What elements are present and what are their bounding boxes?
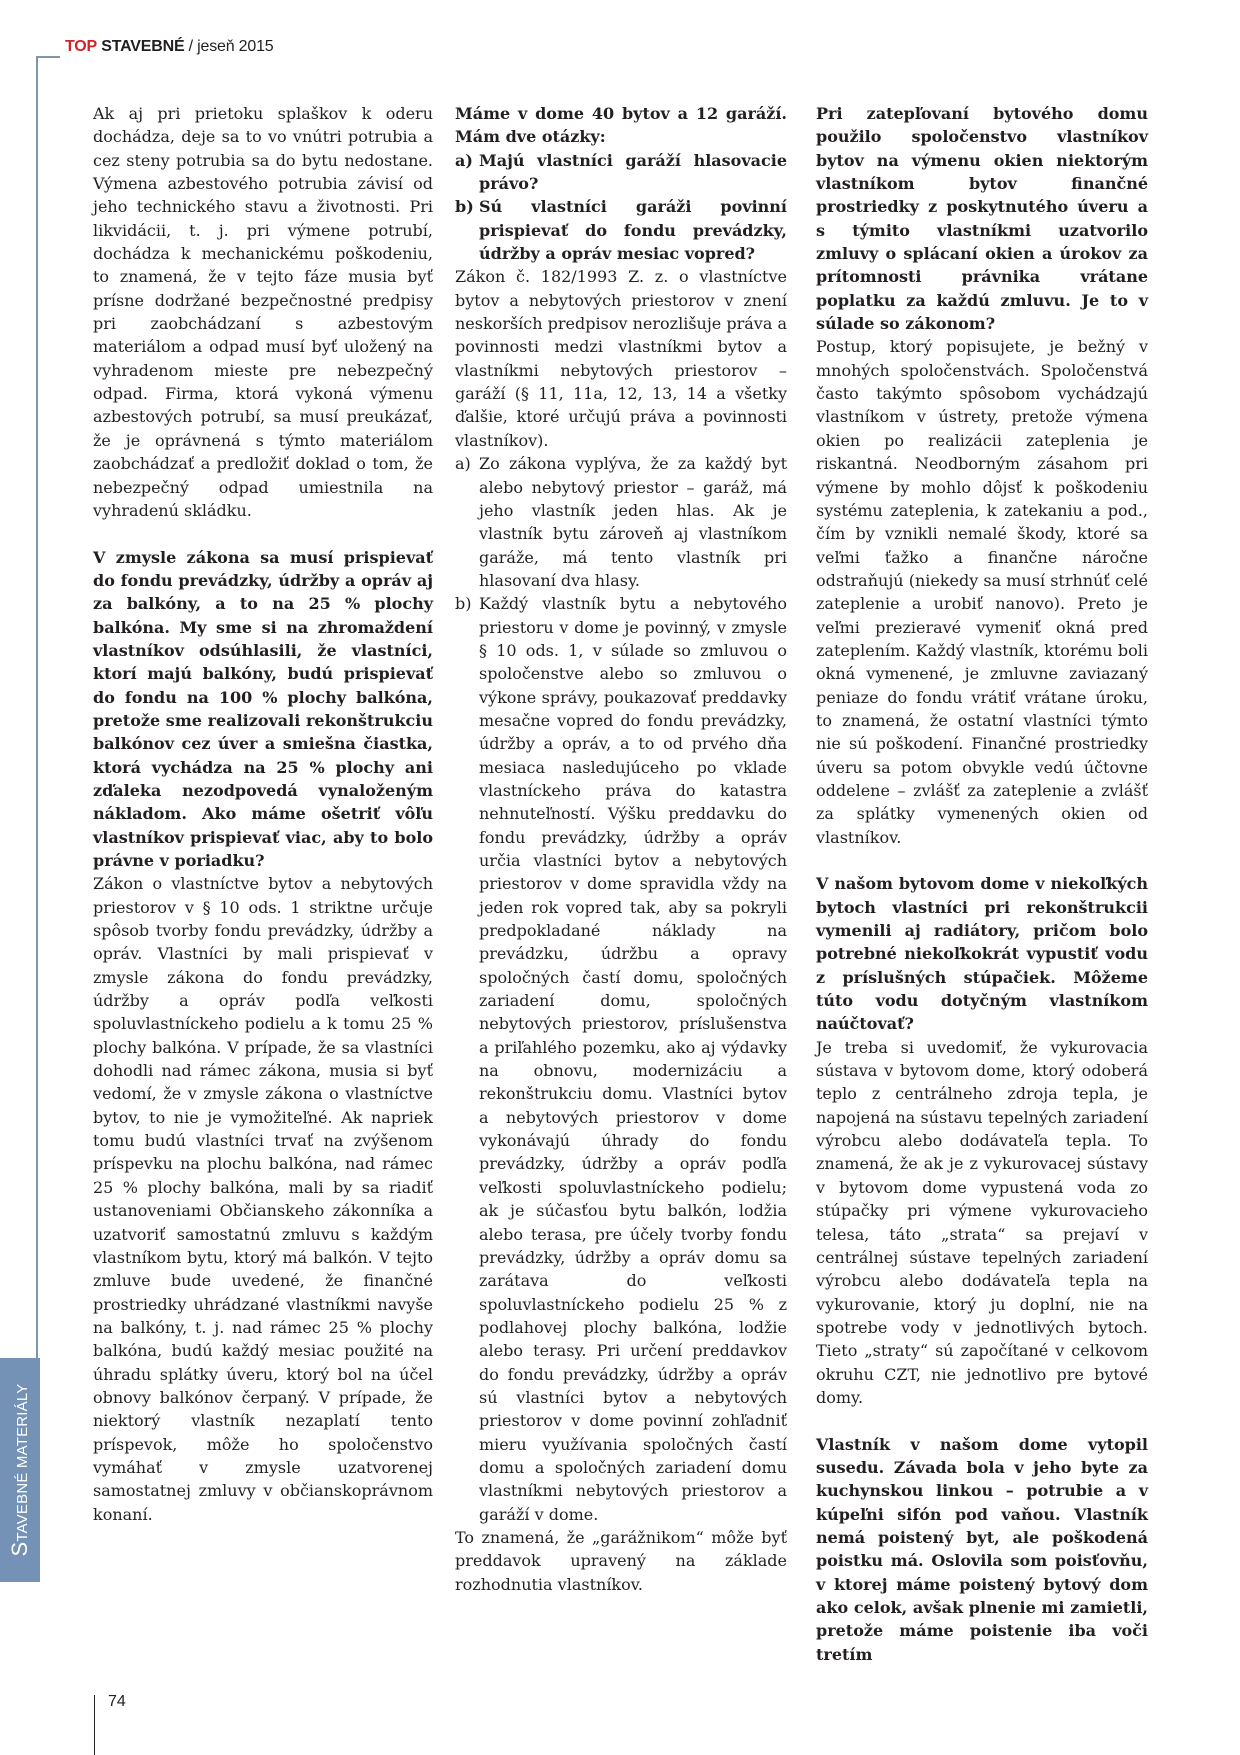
spacer [816, 1409, 1148, 1432]
question-vytopenie: Vlastník v našom dome vytopil susedu. Závada bola v jeho byte za kuchynskou linkou – potrubie a v kúpeľni sifón pod vaňou. Vlastník nemá poistený byt, ale poškodená poistku má. Oslovila som poisťovňu, v ktorej máme poistený bytový dom ako celok, avšak plnenie mi zamietli, pretože máme poistenie iba voči tretím [816, 1434, 1148, 1664]
question-item-a [455, 149, 787, 196]
column-3 [816, 102, 1148, 1666]
list-text: Majú vlastníci garáží hlasovacie právo? [479, 150, 787, 194]
section-tab [0, 1358, 40, 1582]
list-marker: a) [455, 454, 471, 474]
list-text: Sú vlastníci garáži povinní prispievať do fondu prevádzky, údržby a opráv mesiac vopred? [479, 197, 787, 264]
question-garaze-intro: Máme v dome 40 bytov a 12 garáží. Mám dve otázky: [455, 104, 787, 147]
list-marker: a) [455, 150, 473, 170]
answer-garaze-intro: Zákon č. 182/1993 Z. z. o vlastníctve bytov a nebytových priestorov v znení neskorších predpisov nerozlišuje práva a povinnosti medzi vlastníkmi bytov a vlastníkmi nebytových priestorov – garáží (§ 11, 11a, 12, 13, 14 a všetky ďalšie, ktoré určujú práva a povinnosti vlastníkov). [455, 267, 787, 450]
list-text: Každý vlastník bytu a nebytového priestoru v dome je povinný, v zmysle § 10 ods. 1, v súlade so zmluvou o spoločenstve alebo so zmluvou o výkone správy, poukazovať preddavky mesačne vopred do fondu prevádzky, údržby a opráv, a to od prvého dňa mesiaca nasledujúceho po vklade vlastníckeho práva do katastra nehnuteľností. Výšku preddavku do fondu prevádzky, údržby a opráv určia vlastníci bytov a nebytových priestorov v dome spravidla vždy na jeden rok vopred tak, aby sa pokryli predpokladané náklady na prevádzku, údržbu a opravy spoločných častí domu, spoločných zariadení domu, spoločných nebytových priestorov, príslušenstva a priľahlého pozemku, ako aj výdavky na obnovu, modernizáciu a rekonštrukciu domu. Vlastníci bytov a nebytových priestorov v dome vykonávajú úhrady do fondu prevádzky, údržby a opráv podľa veľkosti spoluvlastníckeho podielu; ak je súčasťou bytu balkón, lodžia alebo terasa, pre účely tvorby fondu prevádzky, údržby a opráv domu sa zarátava do veľkosti spoluvlastníckeho podielu 25 % z podlahovej plochy balkóna, lodžie alebo terasy. Pri určení preddavkov do fondu prevádzky, údržby a opráv sú vlastníci bytov a nebytových priestorov v dome povinní zohľadniť mieru využívania spoločných častí domu a spoločných zariadení domu vlastníkmi nebytových priestorov a garáží v dome. [479, 594, 787, 1524]
header-separator: / [184, 38, 198, 55]
issue-label: jeseň 2015 [197, 38, 274, 55]
answer-paragraph: Ak aj pri prietoku splaškov k oderu dochádza, deje sa to vo vnútri potrubia a cez steny potrubia sa do bytu nedostane. Výmena azbestového potrubia závisí od jeho technického stavu a životnosti. Pri likvidácii, t. j. pri výmene potrubí, dochádza k mechanickému poškodeniu, to znamená, že v tejto fáze musia byť prísne dodržané bezpečnostné predpisy pri zaobchádzaní s azbestovým materiálom a odpad musí byť uložený na vyhradenom mieste pre nebezpečný odpad. Firma, ktorá vykoná výmenu azbestových potrubí, sa musí preukázať, že je oprávnená s týmto materiálom zaobchádzať a predložiť doklad o tom, že nebezpečný odpad umiestnila na vyhradenú skládku. [93, 104, 433, 520]
section-tab-rest: TAVEBNÉ MATERIÁLY [14, 1383, 31, 1542]
answer-item-b [455, 592, 787, 1526]
question-balkony: V zmysle zákona sa musí prispievať do fondu prevádzky, údržby a opráv aj za balkóny, a to na 25 % plochy balkóna. My sme si na zhromaždení vlastníkov odsúhlasili, že vlastníci, ktorí majú balkóny, budú prispievať do fondu na 100 % plochy balkóna, pretože sme realizovali rekonštrukciu balkónov cez úver a smiešna čiastka, ktorá vychádza na 25 % plochy ani zďaleka nezodpovedá vynaloženým nákladom. Ako máme ošetriť vôľu vlastníkov prispievať viac, aby to bolo právne v poriadku? [93, 547, 433, 870]
page-number: 74 [108, 1693, 126, 1710]
question-item-b [455, 195, 787, 265]
section-tab-initial: S [7, 1541, 32, 1557]
question-okna: Pri zatepľovaní bytového domu použilo spoločenstvo vlastníkov bytov na výmenu okien niektorým vlastníkom bytov finančné prostriedky z poskytnutého úveru a s týmito vlastníkmi uzatvorilo zmluvy o splácaní okien a úrokov za prítomnosti právnika vrátane poplatku za každú zmluvu. Je to v súlade so zákonom? [816, 104, 1148, 334]
magazine-brand: STAVEBNÉ [101, 38, 185, 55]
list-marker: b) [455, 197, 474, 217]
margin-rule-vertical [36, 56, 38, 1360]
spacer [93, 522, 433, 545]
answer-garaze-outro: To znamená, že „garážnikom“ môže byť preddavok upravený na základe rozhodnutia vlastníkov. [455, 1527, 787, 1594]
answer-okna: Postup, ktorý popisujete, je bežný v mnohých spoločenstvách. Spoločenstvá často takýmto spôsobom vychádzajú vlastníkom v ústrety, pretože výmena okien po realizácii zateplenia je riskantná. Neodborným zásahom pri výmene by mohlo dôjsť k poškodeniu systému zateplenia, k zatekaniu a pod., čím by vznikli nemalé škody, ktoré sa veľmi ťažko a finančne náročne odstraňujú (niekedy sa musí strhnúť celé zateplenie a urobiť nanovo). Preto je veľmi prezieravé vymeniť okná pred zateplením. Každý vlastník, ktorému boli okná vymenené, je zmluvne zaviazaný peniaze do fondu vrátiť vrátane úroku, to znamená, že ostatní vlastníci týmto nie sú poškodení. Finančné prostriedky úveru sa potom obvykle vedú účtovne oddelene – zvlášť za zateplenie a zvlášť za splátky vymenených okien od vlastníkov. [816, 337, 1148, 847]
spacer [816, 849, 1148, 872]
answer-balkony: Zákon o vlastníctve bytov a nebytových priestorov v § 10 ods. 1 striktne určuje spôsob tvorby fondu prevádzky, údržby a opráv. Vlastníci by mali prispievať v zmysle zákona do fondu prevádzky, údržby a opráv podľa veľkosti spoluvlastníckeho podielu a k tomu 25 % plochy balkóna. V prípade, že sa vlastníci dohodli nad rámec zákona, musia si byť vedomí, že v zmysle zákona o vlastníctve bytov, to nie je vymožiteľné. Ak napriek tomu budú vlastníci trvať na zvýšenom príspevku na plochu balkóna, nad rámec 25 % plochy balkóna, mali by sa riadiť ustanoveniami Občianskeho zákonníka a uzatvoriť samostatnú zmluvu s každým vlastníkom bytu, ktorý má balkón. V tejto zmluve bude uvedené, že finančné prostriedky uhrádzané vlastníkmi navyše na balkóny, t. j. nad rámec 25 % plochy balkóna, budú každý mesiac použité na úhradu splátky úveru, ktorý bol na účel obnovy balkónov čerpaný. V prípade, že niektorý vlastník nezaplatí tento príspevok, môže ho spoločenstvo vymáhať v zmysle uzatvorenej samostatnej zmluvy v občianskoprávnom konaní. [93, 874, 433, 1524]
list-marker: b) [455, 594, 472, 614]
list-text: Zo zákona vyplýva, že za každý byt alebo nebytový priestor – garáž, má jeho vlastník jeden hlas. Ak je vlastník bytu zároveň aj vlastníkom garáže, má tento vlastník pri hlasovaní dva hlasy. [479, 454, 787, 590]
column-1 [93, 102, 433, 1526]
header-rule-horizontal [36, 56, 60, 58]
running-header [65, 38, 273, 56]
page-number-rule [94, 1695, 95, 1755]
magazine-top-label: TOP [65, 38, 98, 55]
answer-item-a [455, 452, 787, 592]
column-2 [455, 102, 787, 1596]
question-radiatory: V našom bytovom dome v niekoľkých bytoch vlastníci pri rekonštrukcii vymenili aj radiátory, pričom bolo potrebné niekoľkokrát vypustiť vodu z príslušných stúpačiek. Môžeme túto vodu dotyčným vlastníkom naúčtovať? [816, 874, 1148, 1034]
answer-radiatory: Je treba si uvedomiť, že vykurovacia sústava v bytovom dome, ktorý odoberá teplo z centrálneho zdroja tepla, je napojená na sústavu tepelných zariadení výrobcu alebo dodávateľa tepla. To znamená, že ak je z vykurovacej sústavy v bytovom dome vypustená voda zo stúpačky pri výmene vykurovacieho telesa, táto „strata“ sa prejaví v centrálnej sústave tepelných zariadení výrobcu alebo dodávateľa tepla na vykurovanie, ktorý ju doplní, nie na spotrebe vody v jednotlivých bytoch. Tieto „straty“ sú započítané v celkovom okruhu CZT, nie jednotlivo pre bytové domy. [816, 1037, 1148, 1407]
section-tab-label [7, 1383, 33, 1556]
